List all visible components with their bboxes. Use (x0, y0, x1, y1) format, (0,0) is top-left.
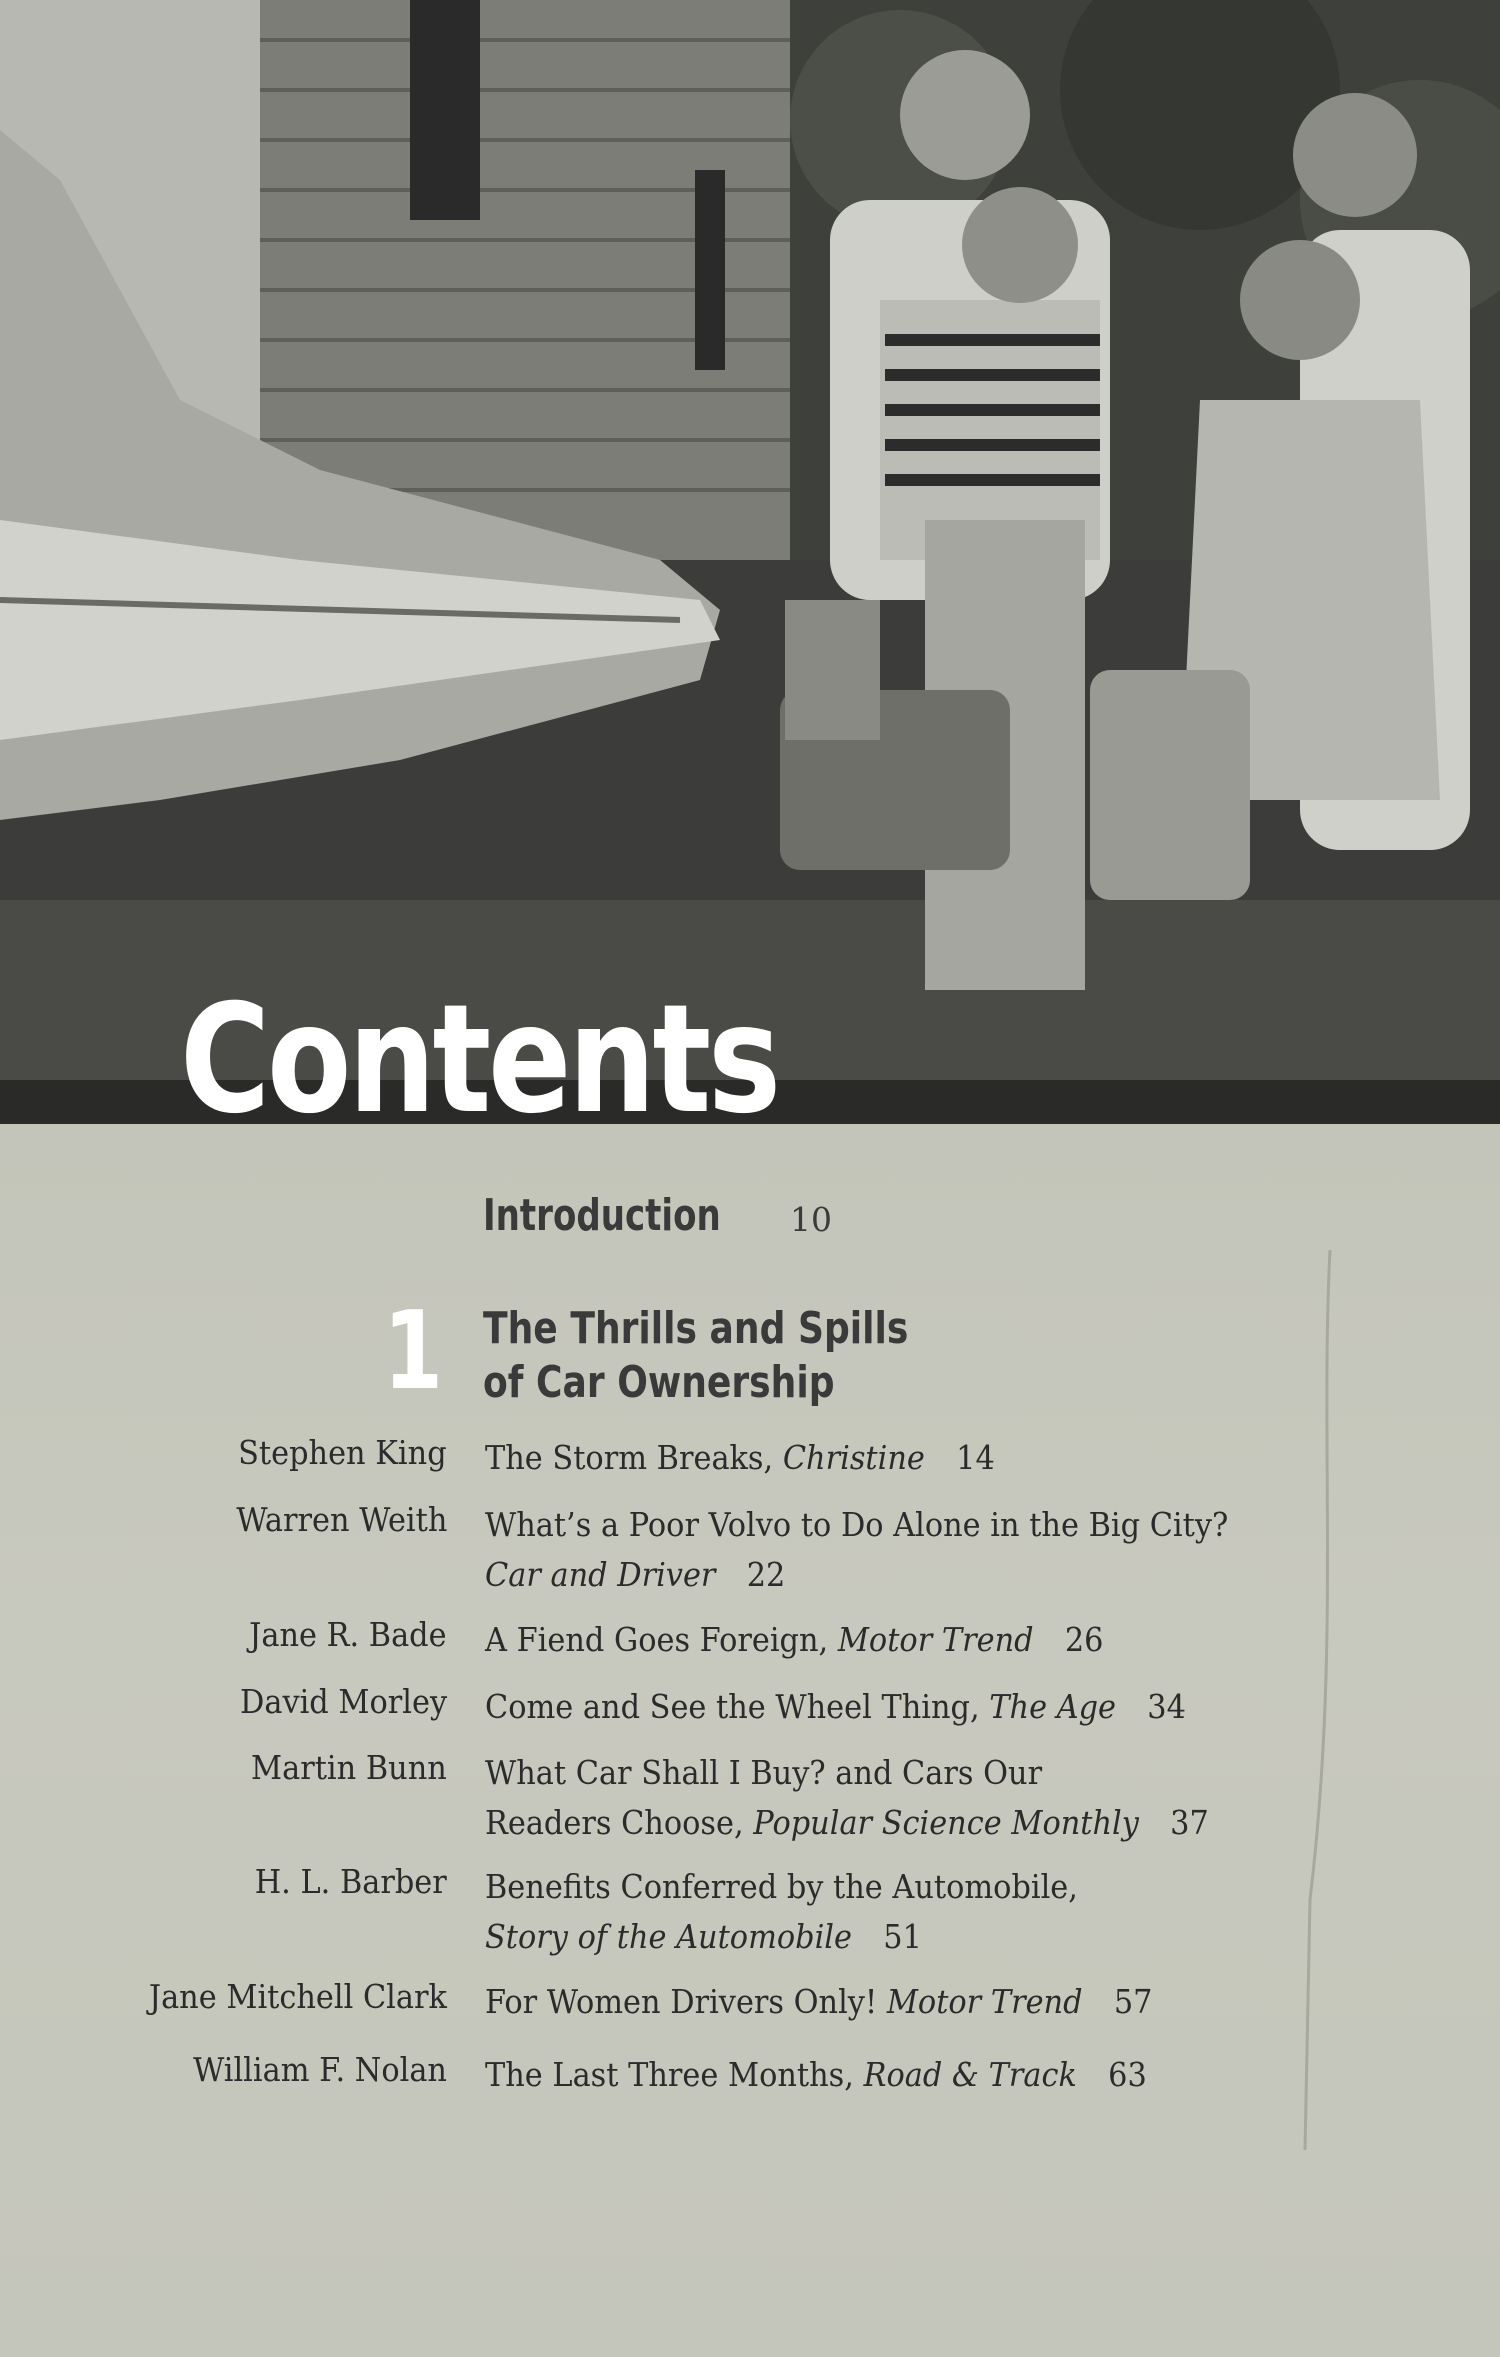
entry-author: William F. Nolan (193, 2050, 447, 2089)
entry-author: H. L. Barber (254, 1862, 447, 1901)
paper-crease (1300, 1250, 1340, 2150)
entry-page-number: 37 (1170, 1803, 1209, 1842)
entry-title (485, 1500, 1228, 1600)
entry-source: Road & Track (863, 2055, 1077, 2094)
entry-title-text: A Fiend Goes Foreign, (485, 1620, 838, 1659)
entry-source: Christine (782, 1438, 925, 1477)
entry-title-text: Readers Choose, (485, 1803, 754, 1842)
entry-title (485, 1433, 995, 1483)
entry-title (485, 1977, 1152, 2027)
entry-title (485, 1615, 1103, 1665)
entry-title-text: Benefits Conferred by the Automobile, (485, 1867, 1078, 1906)
entry-source: Motor Trend (886, 1982, 1083, 2021)
entry-page-number: 22 (746, 1555, 786, 1594)
entry-author: Jane R. Bade (249, 1615, 447, 1654)
entry-page-number: 26 (1064, 1620, 1104, 1659)
family-car-photo (0, 0, 1500, 1124)
entry-title (485, 1682, 1186, 1732)
entry-page-number: 63 (1108, 2055, 1147, 2094)
entry-author: Jane Mitchell Clark (149, 1977, 447, 2016)
entry-page-number: 14 (956, 1438, 995, 1477)
entry-title-text: For Women Drivers Only! (485, 1982, 887, 2021)
introduction-label[interactable]: Introduction (483, 1190, 721, 1241)
entry-page-number: 57 (1113, 1982, 1153, 2021)
chapter-title-line2: of Car Ownership (483, 1357, 835, 1408)
entry-title-text: What’s a Poor Volvo to Do Alone in the Big City? (485, 1505, 1229, 1544)
entry-source: Car and Driver (485, 1555, 716, 1594)
cover-photo (0, 0, 1500, 1124)
entry-author: David Morley (239, 1682, 447, 1721)
entry-title-text: Come and See the Wheel Thing, (485, 1687, 990, 1726)
entry-author: Warren Weith (235, 1500, 447, 1539)
entry-source: Motor Trend (837, 1620, 1034, 1659)
entry-title-text: The Storm Breaks, (485, 1438, 783, 1477)
chapter-title[interactable] (483, 1302, 908, 1410)
entry-title-text: What Car Shall I Buy? and Cars Our (485, 1753, 1043, 1792)
chapter-title-line1: The Thrills and Spills (483, 1303, 909, 1354)
entry-title (485, 2050, 1147, 2100)
page-title: Contents (180, 973, 778, 1124)
entry-title (485, 1862, 1078, 1962)
chapter-number: 1 (383, 1289, 444, 1414)
entry-title (485, 1748, 1209, 1848)
introduction-page-number: 10 (790, 1200, 832, 1239)
entry-page-number: 34 (1147, 1687, 1186, 1726)
entry-author: Stephen King (238, 1433, 447, 1472)
entry-source: Story of the Automobile (485, 1917, 852, 1956)
entry-title-text: The Last Three Months, (485, 2055, 864, 2094)
entry-author: Martin Bunn (251, 1748, 447, 1787)
entry-page-number: 51 (883, 1917, 922, 1956)
entry-source: The Age (989, 1687, 1117, 1726)
entry-source: Popular Science Monthly (753, 1803, 1139, 1842)
